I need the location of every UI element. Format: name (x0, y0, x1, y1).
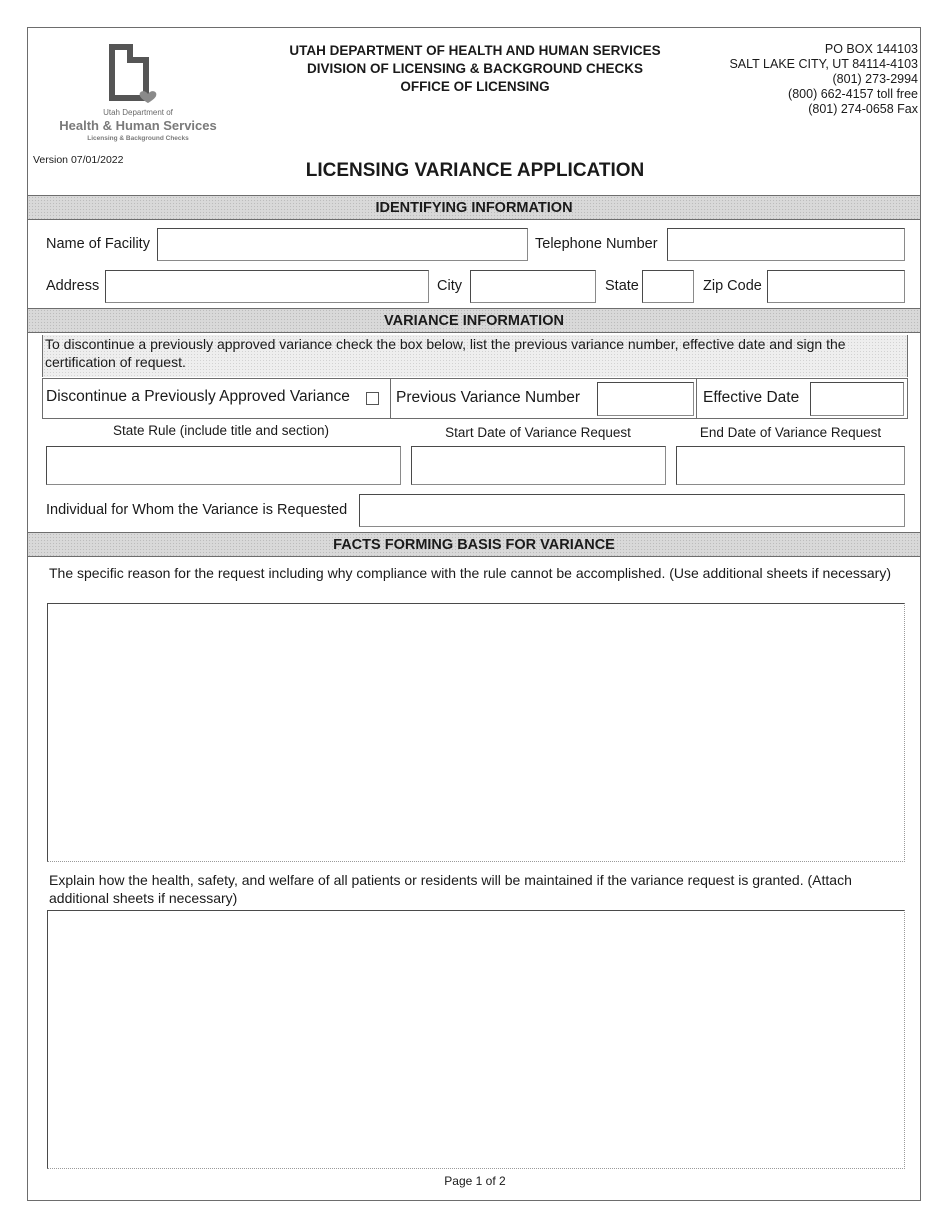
variance-heading: VARIANCE INFORMATION (28, 308, 920, 333)
divider (696, 378, 697, 419)
state-label: State (605, 278, 639, 294)
zip-input[interactable] (767, 270, 905, 303)
contact-toll-free: (800) 662-4157 toll free (788, 87, 918, 101)
zip-label: Zip Code (703, 278, 762, 294)
individual-input[interactable] (359, 494, 905, 527)
facts-heading: FACTS FORMING BASIS FOR VARIANCE (28, 532, 920, 557)
address-input[interactable] (105, 270, 429, 303)
state-rule-label: State Rule (include title and section) (112, 423, 330, 438)
telephone-label: Telephone Number (535, 236, 658, 252)
org-header (228, 42, 722, 96)
logo-line2: Health & Human Services (59, 118, 217, 133)
form-title: LICENSING VARIANCE APPLICATION (305, 160, 645, 181)
end-date-label: End Date of Variance Request (699, 425, 882, 440)
org-line-division: DIVISION OF LICENSING & BACKGROUND CHECKS (306, 61, 644, 76)
state-input[interactable] (642, 270, 694, 303)
contact-fax: (801) 274-0658 Fax (808, 102, 918, 116)
discontinue-checkbox[interactable] (366, 392, 379, 405)
address-label: Address (46, 278, 100, 294)
org-line-office: OFFICE OF LICENSING (400, 79, 550, 94)
start-date-input[interactable] (411, 446, 666, 485)
city-label: City (437, 278, 462, 294)
logo-line1: Utah Department of (103, 108, 173, 117)
telephone-input[interactable] (667, 228, 905, 261)
effective-date-label: Effective Date (703, 389, 800, 406)
facility-name-label: Name of Facility (46, 236, 150, 252)
divider (390, 378, 391, 419)
contact-city: SALT LAKE CITY, UT 84114-4103 (729, 57, 918, 71)
previous-variance-number-label: Previous Variance Number (396, 389, 581, 406)
city-input[interactable] (470, 270, 596, 303)
logo-line3: Licensing & Background Checks (87, 135, 189, 142)
form-page (27, 27, 921, 1201)
discontinue-label: Discontinue a Previously Approved Variance (46, 388, 350, 405)
individual-label: Individual for Whom the Variance is Requested (46, 502, 348, 518)
facility-name-input[interactable] (157, 228, 528, 261)
welfare-textarea[interactable] (47, 910, 905, 1169)
contact-phone: (801) 273-2994 (832, 72, 918, 86)
state-rule-input[interactable] (46, 446, 401, 485)
contact-block (678, 42, 918, 117)
discontinue-instruction: To discontinue a previously approved variance check the box below, list the previous variance number, effective date and sign the certification of request. (42, 335, 908, 377)
previous-variance-number-input[interactable] (597, 382, 694, 416)
agency-logo (40, 42, 220, 142)
welfare-prompt: Explain how the health, safety, and welfare of all patients or residents will be maintained if the variance request is granted. (Attach additional sheets if necessary) (49, 872, 852, 906)
reason-prompt: The specific reason for the request including why compliance with the rule cannot be accomplished. (Use additional sheets if necessary) (49, 565, 891, 581)
effective-date-input[interactable] (810, 382, 904, 416)
version-label: Version 07/01/2022 (33, 154, 124, 166)
identifying-heading: IDENTIFYING INFORMATION (28, 195, 920, 220)
utah-state-icon (100, 44, 160, 106)
end-date-input[interactable] (676, 446, 905, 485)
contact-po-box: PO BOX 144103 (824, 42, 918, 56)
start-date-label: Start Date of Variance Request (445, 425, 631, 440)
reason-textarea[interactable] (47, 603, 905, 862)
page-number: Page 1 of 2 (444, 1174, 506, 1188)
org-line-department: UTAH DEPARTMENT OF HEALTH AND HUMAN SERVICES (289, 43, 661, 58)
